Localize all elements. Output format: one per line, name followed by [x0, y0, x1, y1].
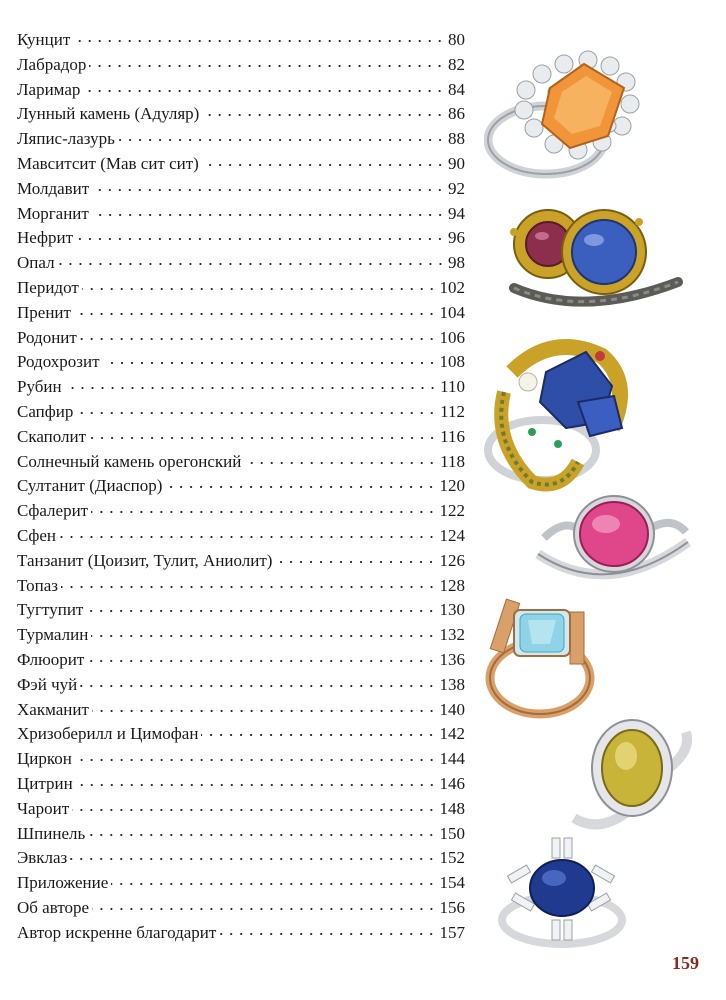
toc-entry-title: Скаполит	[17, 426, 87, 446]
dot-leader	[92, 908, 436, 910]
toc-entry-title: Перидот	[17, 277, 79, 297]
toc-entry	[17, 127, 465, 152]
toc-entry-title: Автор искренне благодарит	[17, 922, 217, 942]
toc-entry-page-number: 154	[439, 873, 465, 893]
toc-entry	[17, 450, 465, 475]
toc-entry-page-number: 148	[439, 798, 465, 818]
toc-entry-title: Лабрадор	[17, 54, 87, 74]
toc-entry	[17, 797, 465, 822]
toc-entry	[17, 772, 465, 797]
dot-leader	[202, 114, 445, 116]
toc-entry-page-number: 124	[439, 525, 465, 545]
blue-sapphire-cluster-ring-icon	[492, 836, 632, 948]
toc-entry-title: Родохрозит	[17, 352, 100, 372]
toc-entry-title: Танзанит (Цоизит, Тулит, Аниолит)	[17, 550, 273, 570]
dot-leader	[82, 288, 437, 290]
snake-sapphire-ring-icon	[482, 332, 642, 500]
toc-entry-title: Флюорит	[17, 649, 85, 669]
toc-entry-title: Тугтупит	[17, 600, 84, 620]
toc-entry	[17, 425, 465, 450]
toc-entry-title: Лунный камень (Адуляр)	[17, 104, 200, 124]
toc-entry	[17, 350, 465, 375]
toc-entry	[17, 276, 465, 301]
dot-leader	[76, 784, 437, 786]
toc-entry	[17, 177, 465, 202]
pink-sapphire-ring-icon	[528, 484, 698, 594]
toc-entry-title: Сапфир	[17, 401, 74, 421]
toc-entry	[17, 102, 465, 127]
dot-leader	[73, 40, 445, 42]
toc-entry-title: Хризоберилл и Цимофан	[17, 724, 199, 744]
orange-gem-ring-icon	[484, 40, 654, 190]
aquamarine-gold-ring-icon	[484, 592, 604, 722]
toc-entry-page-number: 146	[439, 773, 465, 793]
toc-entry	[17, 549, 465, 574]
toc-entry-page-number: 80	[448, 30, 465, 49]
toc-entry	[17, 598, 465, 623]
toc-entry	[17, 251, 465, 276]
toc-entry-page-number: 102	[439, 277, 465, 297]
dot-leader	[201, 734, 436, 736]
toc-entry	[17, 375, 465, 400]
dot-leader	[219, 933, 436, 935]
toc-entry-page-number: 110	[440, 377, 465, 397]
toc-entry-page-number: 94	[448, 203, 465, 223]
toc-entry-page-number: 140	[439, 699, 465, 719]
dot-leader	[103, 362, 437, 364]
toc-entry-page-number: 86	[448, 104, 465, 124]
toc-entry	[17, 846, 465, 871]
dot-leader	[59, 536, 437, 538]
toc-entry	[17, 226, 465, 251]
toc-entry-page-number: 108	[439, 352, 465, 372]
dot-leader	[70, 858, 436, 860]
toc-entry-title: Сфалерит	[17, 501, 89, 521]
toc-entry-page-number: 88	[448, 129, 465, 149]
toc-entry-page-number: 130	[439, 600, 465, 620]
dot-leader	[165, 486, 436, 488]
dot-leader	[76, 238, 445, 240]
toc-entry	[17, 78, 465, 103]
page-number: 159	[672, 953, 699, 973]
toc-entry-page-number: 106	[439, 327, 465, 347]
dot-leader	[72, 809, 436, 811]
toc-entry	[17, 747, 465, 772]
dot-leader	[86, 610, 436, 612]
toc-entry-title: Турмалин	[17, 625, 89, 645]
toc-entry-title: Пренит	[17, 302, 71, 322]
toc-entry-page-number: 142	[439, 724, 465, 744]
toc-entry-page-number: 128	[439, 575, 465, 595]
dot-leader	[244, 462, 437, 464]
toc-entry	[17, 301, 465, 326]
dot-leader	[87, 660, 436, 662]
toc-entry-page-number: 82	[448, 54, 465, 74]
toc-entry-page-number: 138	[439, 674, 465, 694]
toc-entry-title: Солнечный камень орегонский	[17, 451, 242, 471]
toc-entry-page-number: 144	[439, 749, 465, 769]
toc-entry	[17, 574, 465, 599]
toc-entry-title: Ларимар	[17, 79, 81, 99]
toc-entry-title: Эвклаз	[17, 848, 68, 868]
dot-leader	[111, 883, 436, 885]
toc-entry-title: Приложение	[17, 873, 109, 893]
dot-leader	[80, 338, 437, 340]
dot-leader	[61, 586, 437, 588]
toc-entry-title: Султанит (Диаспор)	[17, 476, 163, 496]
toc-entry-title: Родонит	[17, 327, 77, 347]
toc-entry-page-number: 156	[439, 897, 465, 917]
toc-entry	[17, 202, 465, 227]
toc-entry-title: Рубин	[17, 377, 62, 397]
dot-leader	[92, 710, 437, 712]
toc-entry-title: Цитрин	[17, 773, 73, 793]
toc-entry-title: Хакманит	[17, 699, 89, 719]
toc-entry-page-number: 157	[439, 922, 465, 942]
toc-entry-page-number: 132	[439, 625, 465, 645]
toc-entry	[17, 152, 465, 177]
toc-entry-title: Опал	[17, 253, 55, 273]
toc-entry-page-number: 84	[448, 79, 465, 99]
dot-leader	[80, 685, 436, 687]
toc-entry-title: Нефрит	[17, 228, 74, 248]
dot-leader	[83, 90, 445, 92]
toc-entry	[17, 698, 465, 723]
toc-entry-page-number: 92	[448, 178, 465, 198]
toc-entry-title: Шпинель	[17, 823, 86, 843]
toc-entry-page-number: 150	[439, 823, 465, 843]
toc-entry-page-number: 126	[439, 550, 465, 570]
dot-leader	[74, 313, 437, 315]
toc-entry-title: Мавситсит (Мав сит сит)	[17, 153, 199, 173]
yellow-oval-gem-ring-icon	[566, 712, 706, 840]
dot-leader	[65, 387, 438, 389]
toc-entry	[17, 28, 465, 53]
toc-entry-page-number: 152	[439, 848, 465, 868]
toc-entry-title: Сфен	[17, 525, 56, 545]
dot-leader	[275, 561, 436, 563]
toc-entry	[17, 722, 465, 747]
toc-entry	[17, 673, 465, 698]
toc-entry-title: Морганит	[17, 203, 89, 223]
toc-entry-page-number: 96	[448, 228, 465, 248]
toc-entry	[17, 822, 465, 847]
toc-entry	[17, 921, 465, 946]
toc-entry-page-number: 98	[448, 253, 465, 273]
toc-entry-title: Циркон	[17, 749, 72, 769]
toc-entry-page-number: 104	[439, 302, 465, 322]
dot-leader	[92, 189, 445, 191]
dot-leader	[91, 511, 436, 513]
toc-entry-page-number: 112	[440, 401, 465, 421]
dot-leader	[202, 164, 445, 166]
toc-entry-page-number: 118	[440, 451, 465, 471]
toc-entry	[17, 648, 465, 673]
toc-entry	[17, 499, 465, 524]
toc-entry-page-number: 122	[439, 501, 465, 521]
toc-entry-page-number: 120	[439, 476, 465, 496]
table-of-contents	[17, 28, 465, 945]
dot-leader	[89, 437, 437, 439]
toc-entry	[17, 524, 465, 549]
dot-leader	[92, 214, 445, 216]
toc-entry-title: Молдавит	[17, 178, 90, 198]
toc-entry-title: Кунцит	[17, 30, 71, 49]
toc-entry	[17, 474, 465, 499]
toc-entry	[17, 896, 465, 921]
dot-leader	[75, 759, 437, 761]
toc-entry-page-number: 90	[448, 153, 465, 173]
dot-leader	[88, 834, 436, 836]
toc-entry	[17, 326, 465, 351]
toc-entry-title: Ляпис-лазурь	[17, 129, 115, 149]
dot-leader	[89, 65, 445, 67]
dot-leader	[76, 412, 437, 414]
toc-entry	[17, 871, 465, 896]
toc-entry	[17, 53, 465, 78]
toc-entry-title: Фэй чуй	[17, 674, 78, 694]
toc-entry-page-number: 136	[439, 649, 465, 669]
dot-leader	[58, 263, 445, 265]
toc-entry-title: Чароит	[17, 798, 70, 818]
toc-entry-title: Топаз	[17, 575, 58, 595]
toc-entry-page-number: 116	[440, 426, 465, 446]
dot-leader	[91, 635, 436, 637]
ruby-and-sapphire-cabochon-ring-icon	[494, 202, 694, 322]
toc-entry	[17, 623, 465, 648]
dot-leader	[118, 139, 445, 141]
toc-entry-title: Об авторе	[17, 897, 90, 917]
toc-entry	[17, 400, 465, 425]
